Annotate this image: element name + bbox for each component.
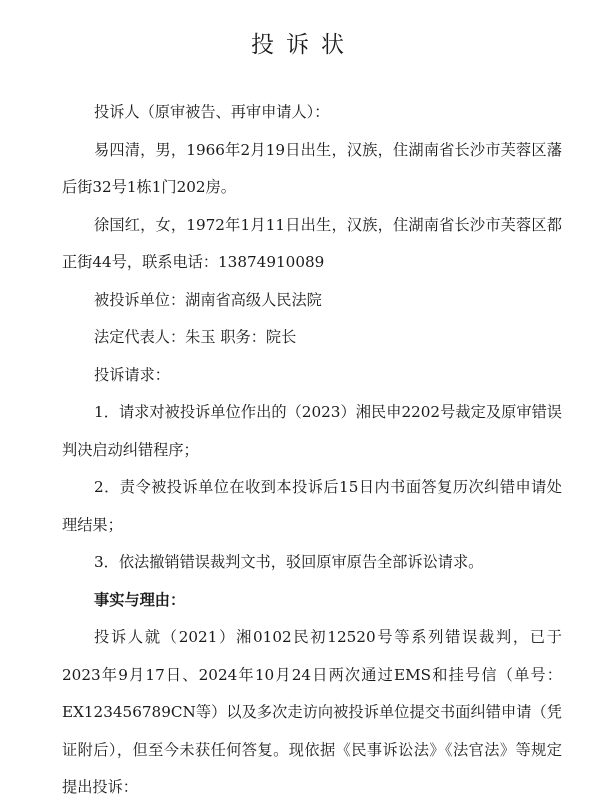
request-item-2: 2．责令被投诉单位在收到本投诉后15日内书面答复历次纠错申请处理结果； [62,478,562,534]
complainant-2-info: 徐国红，女，1972年1月11日出生，汉族，住湖南省长沙市芙蓉区都正街44号，联系电话：13874910089 [62,215,562,271]
respondent-unit: 被投诉单位：湖南省高级人民法院 [94,290,322,309]
document-title: 投诉状 [251,32,356,58]
complainant-1-info: 易四清，男，1966年2月19日出生，汉族，住湖南省长沙市芙蓉区藩后街32号1栋1门202房。 [62,140,562,196]
requests-heading: 投诉请求： [94,365,170,384]
request-item-3: 3．依法撤销错误裁判文书，驳回原审原告全部诉讼请求。 [94,553,484,571]
facts-heading: 事实与理由： [94,590,186,609]
request-item-1: 1．请求对被投诉单位作出的（2023）湘民申2202号裁定及原审错误判决启动纠错程序； [62,403,562,459]
complainant-heading: 投诉人（原审被告、再审申请人）： [94,103,330,121]
document-body [62,94,562,807]
legal-representative: 法定代表人：朱玉 职务：院长 [94,328,297,346]
facts-paragraph: 投诉人就（2021）湘0102民初12520号等系列错误裁判，已于2023年9月17日、2024年10月24日两次通过EMS和挂号信（单号：EX123456789CN等）以及多次走访向被投诉单位提交书面纠错申请（凭证附后），但至今未获任何答复。现依据《民事诉讼法》《法官法》等规定提出投诉： [62,628,562,796]
